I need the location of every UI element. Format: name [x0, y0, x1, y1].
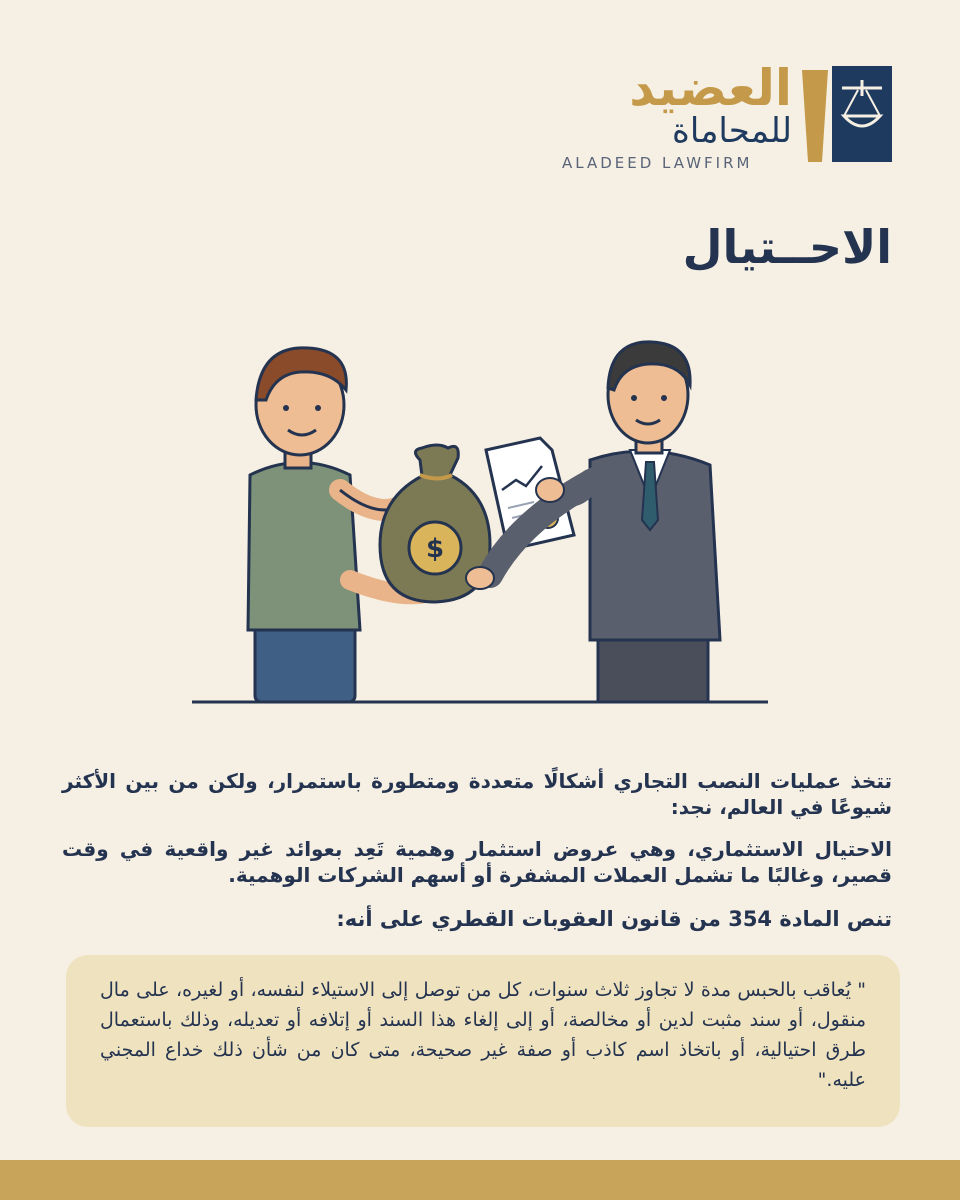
investment-fraud-paragraph: الاحتيال الاستثماري، وهي عروض استثمار وهمية تَعِد بعوائد غير واقعية في وقت قصير، وغالبًا ما تشمل العملات المشفرة أو أسهم الشركات الوهمية.	[62, 837, 892, 887]
law-quote-text: " يُعاقب بالحبس مدة لا تجاوز ثلاث سنوات، كل من توصل إلى الاستيلاء لنفسه، أو لغيره، على مال منقول، أو سند مثبت لدين أو مخالصة، أو إلى إلغاء هذا السند أو إتلافه أو تعديله، وذلك باستعمال طرق احتيالية، أو باتخاذ اسم كاذب أو صفة غير صحيحة، متى كان من شأن ذلك خداع المجني عليه."	[100, 979, 866, 1091]
footer-bar	[0, 1160, 960, 1200]
law-quote-box	[66, 955, 900, 1127]
document-dollar-sign: $	[543, 512, 553, 526]
intro-paragraph: تتخذ عمليات النصب التجاري أشكالًا متعددة ومتطورة باستمرار، ولكن من بين الأكثر شيوعًا في العالم، نجد:	[62, 769, 892, 819]
article-heading: تنص المادة 354 من قانون العقوبات القطري على أنه:	[336, 907, 892, 931]
logo-text	[562, 59, 792, 172]
firm-logo	[562, 59, 892, 172]
logo-english-name: ALADEED LAWFIRM	[562, 154, 753, 172]
logo-arabic-subtitle: للمحاماة	[672, 111, 792, 151]
page-title: الاحــتيال	[682, 220, 892, 274]
scales-of-justice-icon	[802, 66, 892, 162]
dollar-sign: $	[425, 534, 445, 564]
logo-arabic-name: العضيد	[629, 59, 792, 117]
money-exchange-illustration	[190, 330, 770, 710]
